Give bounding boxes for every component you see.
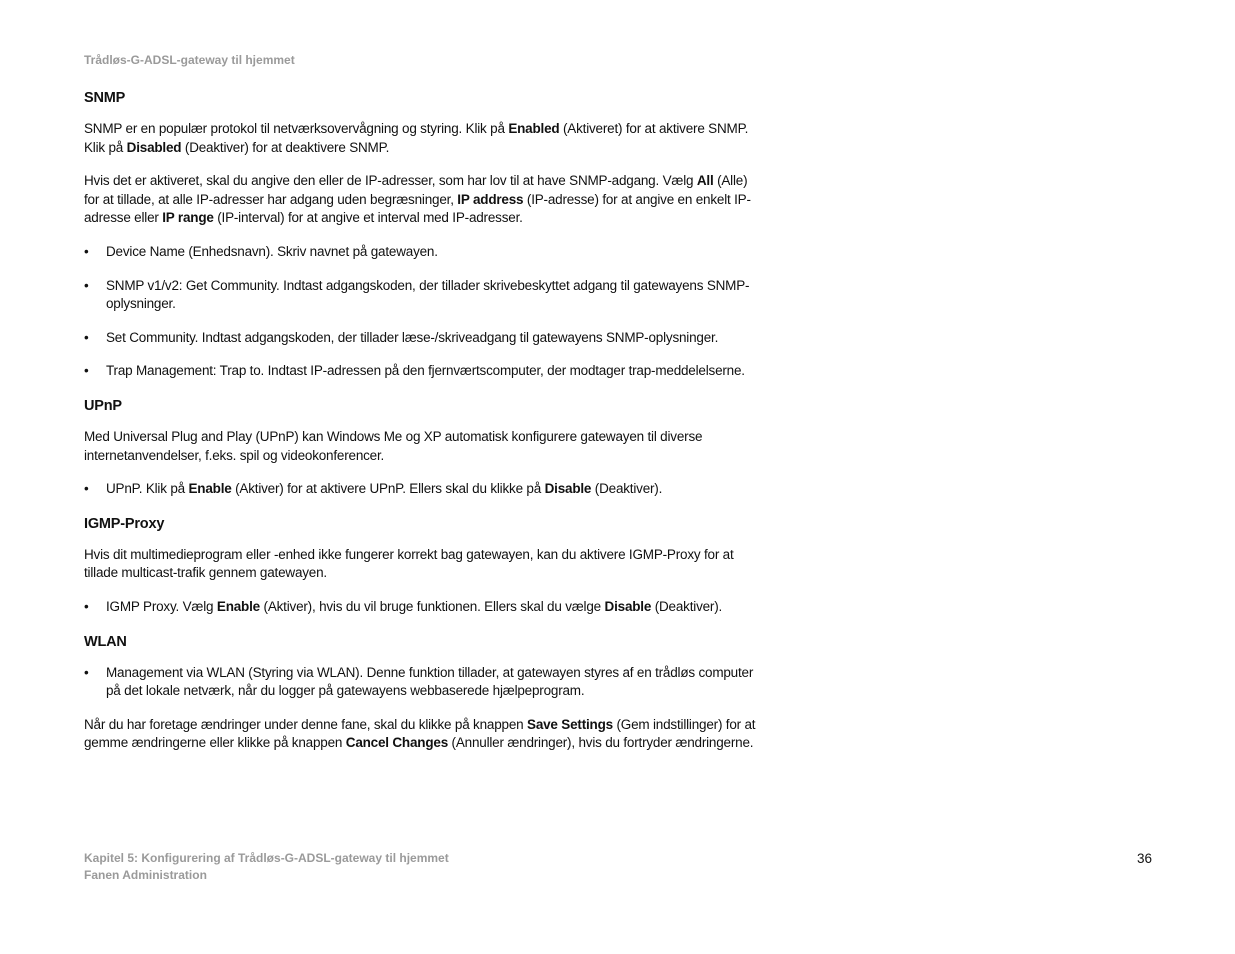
term-enable: Enable	[216, 598, 260, 614]
section-heading-snmp: SNMP	[84, 90, 126, 106]
term-save-settings: Save Settings	[527, 716, 613, 732]
igmp-intro-paragraph: Hvis dit multimedieprogram eller -enhed ikke fungerer korrekt bag gatewayen, kan du aktivere IGMP-Proxy for at tillade multicast-trafik gennem gatewayen.	[84, 546, 734, 581]
list-item: • Set Community. Indtast adgangskoden, der tillader læse-/skriveadgang til gatewayens SNMP-oplysninger.	[84, 329, 760, 348]
wlan-bullet-list	[84, 664, 760, 701]
upnp-intro-paragraph: Med Universal Plug and Play (UPnP) kan Windows Me og XP automatisk konfigurere gatewayen til diverse internetanvendelser, f.eks. spil og videokonferencer.	[84, 428, 703, 463]
term-disable: Disable	[604, 598, 652, 614]
term-disabled: Disabled	[126, 139, 182, 155]
term-ip-address: IP address	[457, 191, 524, 207]
term-enabled: Enabled	[508, 121, 560, 136]
list-item: • Device Name (Enhedsnavn). Skriv navnet på gatewayen.	[84, 243, 760, 262]
snmp-intro-paragraph: SNMP er en populær protokol til netværksovervågning og styring. Klik på Enabled (Aktiveret) for at aktivere SNMP. Klik på Disabled (Deaktiver) for at deaktivere SNMP.	[84, 121, 749, 155]
list-item: • IGMP Proxy. Vælg Enable (Aktiver), hvis du vil bruge funktionen. Ellers skal du vælge Disable (Deaktiver).	[84, 598, 760, 617]
section-heading-igmp-proxy: IGMP-Proxy	[84, 515, 165, 532]
page-footer	[84, 850, 449, 884]
term-disable: Disable	[544, 481, 592, 497]
term-all: All	[696, 173, 714, 189]
upnp-bullet-list	[84, 480, 760, 499]
section-heading-upnp: UPnP	[84, 397, 122, 414]
page-number: 36	[1137, 851, 1153, 866]
list-item: • Management via WLAN (Styring via WLAN). Denne funktion tillader, at gatewayen styres af en trådløs computer på det lokale netværk, når du logger på gatewayens webbaserede hjælpeprogram.	[84, 664, 760, 701]
page-content	[84, 88, 760, 768]
closing-paragraph: Når du har foretage ændringer under denne fane, skal du klikke på knappen Save Settings (Gem indstillinger) for at gemme ændringerne eller klikke på knappen Cancel Changes (Annuller ændringer), hvis du fortryder ændringerne.	[84, 716, 756, 751]
section-heading-wlan: WLAN	[84, 633, 127, 650]
list-item: • SNMP v1/v2: Get Community. Indtast adgangskoden, der tillader skrivebeskyttet adgang til gatewayens SNMP-oplysninger.	[84, 277, 760, 314]
snmp-bullet-list	[84, 243, 760, 381]
running-header: Trådløs-G-ADSL-gateway til hjemmet	[84, 53, 295, 67]
list-item: • UPnP. Klik på Enable (Aktiver) for at aktivere UPnP. Ellers skal du klikke på Disable (Deaktiver).	[84, 480, 760, 499]
snmp-access-paragraph: Hvis det er aktiveret, skal du angive den eller de IP-adresser, som har lov til at have SNMP-adgang. Vælg All (Alle) for at tillade, at alle IP-adresser har adgang uden begræsninger, IP address (IP-adresse) for at angive en enkelt IP-adresse eller IP range (IP-interval) for at angive et interval med IP-adresser.	[84, 173, 751, 226]
term-ip-range: IP range	[162, 210, 214, 226]
footer-section: Fanen Administration	[84, 868, 207, 882]
footer-chapter: Kapitel 5: Konfigurering af Trådløs-G-ADSL-gateway til hjemmet	[84, 851, 449, 865]
list-item: • Trap Management: Trap to. Indtast IP-adressen på den fjernværtscomputer, der modtager trap-meddelelserne.	[84, 362, 760, 381]
term-enable: Enable	[188, 481, 232, 497]
igmp-bullet-list	[84, 598, 760, 617]
term-cancel-changes: Cancel Changes	[345, 735, 448, 751]
